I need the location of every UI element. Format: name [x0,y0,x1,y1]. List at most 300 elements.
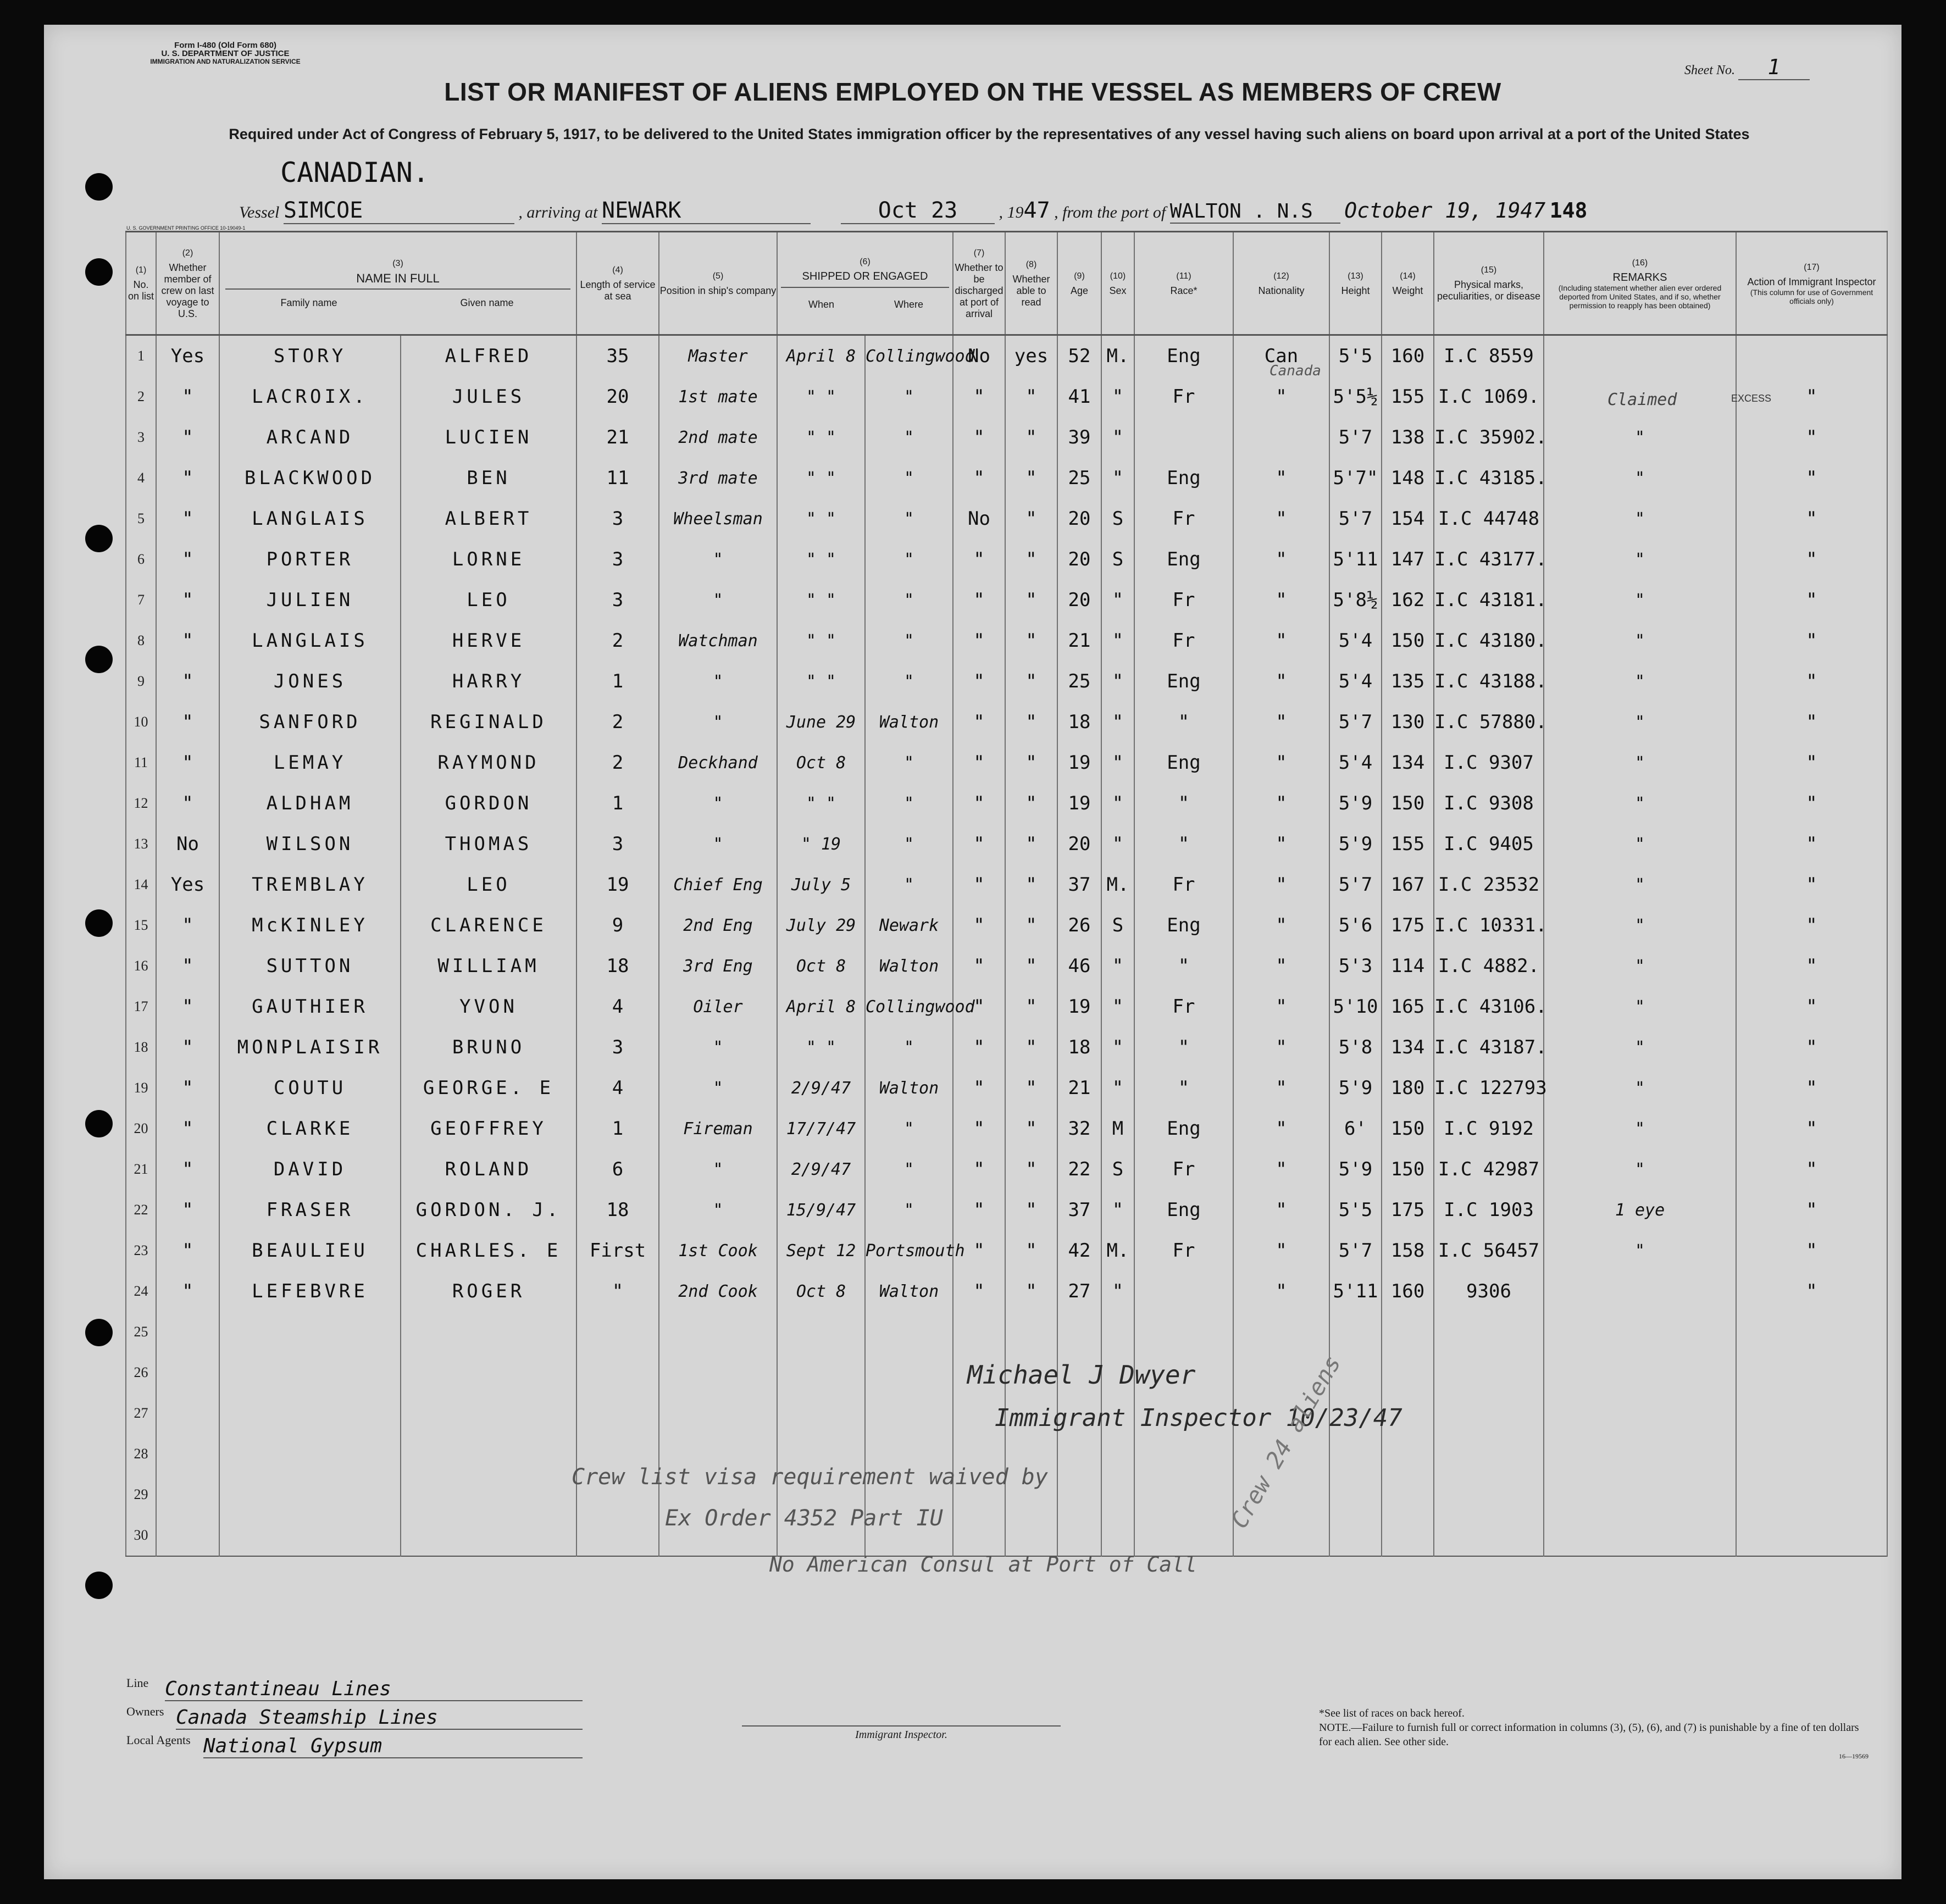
col-6-header: (6) SHIPPED OR ENGAGED When Where [777,232,953,335]
stamp-number: 148 [1549,198,1588,223]
cell-discharge: " [953,1027,1005,1068]
cell-last-voyage [156,1474,219,1515]
cell-age: 19 [1057,742,1101,783]
cell-race: Fr [1134,986,1233,1027]
cell-shipped-when [777,1393,865,1434]
cell-race: " [1134,824,1233,864]
cell-discharge: " [953,946,1005,986]
cell-age: 32 [1057,1108,1101,1149]
cell-race: Eng [1134,1190,1233,1230]
cell-able-to-read: " [1005,783,1057,824]
cell-last-voyage: " [156,946,219,986]
cell-given-name: THOMAS [401,824,576,864]
cell-weight: 155 [1382,824,1434,864]
cell-discharge: " [953,376,1005,417]
punch-hole [85,173,113,201]
cell-action: " [1736,539,1887,580]
cell-given-name: ALFRED [401,335,576,377]
cell-physical-marks [1434,1474,1544,1515]
table-row [126,905,1887,946]
row-number: 13 [126,824,156,864]
cell-physical-marks: I.C 57880. [1434,702,1544,742]
form-code: 16—19569 [1839,1752,1869,1760]
cell-position: Oiler [659,986,777,1027]
punch-hole [85,909,113,937]
cell-shipped-when: " " [777,1027,865,1068]
cell-given-name: HARRY [401,661,576,702]
cell-shipped-when: April 8 [777,986,865,1027]
cell-physical-marks: 9306 [1434,1271,1544,1312]
cell-discharge: " [953,1108,1005,1149]
cell-position: " [659,1149,777,1190]
cell-height: 5'9 [1329,1149,1382,1190]
cell-physical-marks: I.C 9405 [1434,824,1544,864]
table-row [126,783,1887,824]
cell-remarks: " [1544,620,1736,661]
cell-nationality: " [1233,742,1329,783]
table-row [126,580,1887,620]
cell-action [1736,1312,1887,1352]
cell-action: " [1736,376,1887,417]
cell-able-to-read: " [1005,458,1057,498]
cell-shipped-when: Oct 8 [777,946,865,986]
footer-notes [1319,1706,1869,1763]
cell-age [1057,1515,1101,1556]
cell-nationality: " [1233,1190,1329,1230]
cell-shipped-where: " [865,783,953,824]
cell-physical-marks: I.C 43187. [1434,1027,1544,1068]
cell-nationality: " [1233,458,1329,498]
cell-height: 5'6 [1329,905,1382,946]
cell-able-to-read: " [1005,702,1057,742]
cell-physical-marks: I.C 43180. [1434,620,1544,661]
cell-physical-marks: I.C 35902. [1434,417,1544,458]
col-8-header: (8) Whether able to read [1005,232,1057,335]
cell-last-voyage [156,1312,219,1352]
cell-action: " [1736,824,1887,864]
cell-discharge: " [953,539,1005,580]
cell-last-voyage: No [156,824,219,864]
cell-service-length: 21 [576,417,659,458]
cell-service-length: 4 [576,986,659,1027]
cell-physical-marks: I.C 9307 [1434,742,1544,783]
cell-service-length: 19 [576,864,659,905]
cell-sex: " [1101,946,1134,986]
cell-service-length: 3 [576,498,659,539]
cell-remarks: " [1544,986,1736,1027]
crew-note-line-3: No American Consul at Port of Call [769,1552,1197,1577]
cell-remarks: " [1544,864,1736,905]
cell-race: Fr [1134,864,1233,905]
cell-discharge: " [953,1230,1005,1271]
cell-service-length: 1 [576,661,659,702]
cell-action: " [1736,742,1887,783]
cell-remarks: " [1544,417,1736,458]
cell-height: 5'9 [1329,783,1382,824]
cell-shipped-when: " " [777,498,865,539]
cell-discharge: " [953,864,1005,905]
cell-height: 5'11 [1329,1271,1382,1312]
table-row [126,824,1887,864]
crew-table [125,231,1888,1557]
cell-last-voyage: " [156,1027,219,1068]
cell-given-name: BEN [401,458,576,498]
cell-sex: " [1101,1271,1134,1312]
cell-service-length: " [576,1271,659,1312]
cell-given-name: BRUNO [401,1027,576,1068]
cell-given-name: WILLIAM [401,946,576,986]
cell-race [1134,1474,1233,1515]
agents-label: Local Agents [126,1733,191,1747]
cell-nationality: " [1233,376,1329,417]
table-row [126,1149,1887,1190]
cell-last-voyage [156,1352,219,1393]
subtitle: Required under Act of Congress of February 5, 1917, to be delivered to the United States immigration officer by the representatives of any vessel having such aliens on board upon arrival at a port of the United States [229,126,1750,142]
cell-discharge: " [953,742,1005,783]
cell-family-name [219,1393,401,1434]
cell-given-name: ROGER [401,1271,576,1312]
cell-physical-marks: I.C 43106. [1434,986,1544,1027]
cell-shipped-when: " " [777,539,865,580]
cell-position: Master [659,335,777,377]
cell-given-name [401,1474,576,1515]
table-row [126,620,1887,661]
cell-remarks: " [1544,824,1736,864]
cell-weight: 180 [1382,1068,1434,1108]
cell-last-voyage [156,1515,219,1556]
line-row [126,1676,951,1705]
cell-family-name [219,1312,401,1352]
cell-race: Eng [1134,742,1233,783]
cell-shipped-where: " [865,1108,953,1149]
department: U. S. DEPARTMENT OF JUSTICE [161,49,290,58]
row-number: 28 [126,1434,156,1474]
cell-remarks: " [1544,742,1736,783]
cell-age: 21 [1057,1068,1101,1108]
cell-nationality: " [1233,1230,1329,1271]
cell-remarks [1544,1312,1736,1352]
cell-action: " [1736,702,1887,742]
cell-service-length: 3 [576,1027,659,1068]
cell-physical-marks [1434,1515,1544,1556]
cell-sex: " [1101,580,1134,620]
cell-height: 5'3 [1329,946,1382,986]
inspector-signature: Michael J Dwyer [967,1360,1196,1390]
cell-shipped-when: 2/9/47 [777,1149,865,1190]
cell-discharge: No [953,335,1005,377]
cell-last-voyage: " [156,498,219,539]
cell-weight [1382,1352,1434,1393]
row-number: 15 [126,905,156,946]
cell-height [1329,1434,1382,1474]
cell-able-to-read: " [1005,1230,1057,1271]
cell-age: 19 [1057,986,1101,1027]
cell-height: 5'8½ [1329,580,1382,620]
cell-physical-marks: I.C 44748 [1434,498,1544,539]
cell-service-length [576,1352,659,1393]
cell-remarks: " [1544,1230,1736,1271]
cell-remarks: " [1544,1027,1736,1068]
cell-physical-marks [1434,1312,1544,1352]
cell-age: 21 [1057,620,1101,661]
cell-shipped-where: Walton [865,1068,953,1108]
cell-last-voyage: " [156,458,219,498]
cell-position: " [659,1190,777,1230]
row-number: 12 [126,783,156,824]
cell-remarks: " [1544,1068,1736,1108]
row-number: 7 [126,580,156,620]
cell-age: 20 [1057,580,1101,620]
cell-nationality: " [1233,580,1329,620]
arrival-date: Oct 23 [841,198,995,224]
cell-last-voyage: " [156,742,219,783]
cell-weight: 148 [1382,458,1434,498]
cell-weight [1382,1515,1434,1556]
cell-height: 5'10 [1329,986,1382,1027]
cell-able-to-read: " [1005,1027,1057,1068]
cell-last-voyage: " [156,1149,219,1190]
cell-sex: " [1101,458,1134,498]
cell-physical-marks: I.C 43188. [1434,661,1544,702]
cell-action [1736,1352,1887,1393]
col-2-header: (2) Whether member of crew on last voyage to U.S. [156,232,219,335]
cell-position: 2nd Cook [659,1271,777,1312]
cell-position: Watchman [659,620,777,661]
cell-action: " [1736,498,1887,539]
cell-remarks [1544,335,1736,377]
punch-hole [85,1572,113,1599]
departure-date: October 19, 1947 [1344,198,1546,223]
cell-physical-marks [1434,1352,1544,1393]
cell-height [1329,1312,1382,1352]
cell-height: 5'5 [1329,1190,1382,1230]
cell-physical-marks: I.C 8559 [1434,335,1544,377]
cell-remarks: " [1544,905,1736,946]
cell-shipped-where: " [865,864,953,905]
cell-position: " [659,580,777,620]
cell-last-voyage: " [156,1068,219,1108]
cell-remarks: " [1544,946,1736,986]
page-title: LIST OR MANIFEST OF ALIENS EMPLOYED ON THE VESSEL AS MEMBERS OF CREW [444,77,1501,106]
cell-weight: 154 [1382,498,1434,539]
cell-race [1134,1312,1233,1352]
sheet-label: Sheet No. [1684,63,1735,77]
cell-able-to-read: " [1005,620,1057,661]
cell-weight: 175 [1382,1190,1434,1230]
cell-given-name [401,1312,576,1352]
cell-action: " [1736,661,1887,702]
cell-last-voyage: " [156,702,219,742]
cell-able-to-read: " [1005,417,1057,458]
cell-sex: M. [1101,335,1134,377]
cell-given-name: YVON [401,986,576,1027]
cell-last-voyage [156,1434,219,1474]
col-4-header: (4) Length of service at sea [576,232,659,335]
cell-position: " [659,1068,777,1108]
table-row [126,661,1887,702]
cell-shipped-where: " [865,539,953,580]
cell-service-length: 18 [576,1190,659,1230]
cell-shipped-where: " [865,742,953,783]
cell-able-to-read: " [1005,742,1057,783]
row-number: 18 [126,1027,156,1068]
cell-position: 2nd mate [659,417,777,458]
cell-able-to-read: " [1005,986,1057,1027]
cell-discharge: " [953,783,1005,824]
cell-able-to-read: " [1005,1149,1057,1190]
punch-hole [85,1110,113,1137]
cell-able-to-read: " [1005,1190,1057,1230]
row-number: 9 [126,661,156,702]
cell-nationality: " [1233,824,1329,864]
cell-service-length: 2 [576,620,659,661]
cell-age: 25 [1057,661,1101,702]
cell-physical-marks [1434,1393,1544,1434]
row-number: 11 [126,742,156,783]
cell-family-name: JULIEN [219,580,401,620]
table-header-row [126,232,1887,335]
cell-discharge: " [953,986,1005,1027]
cell-last-voyage: " [156,417,219,458]
cell-age: 26 [1057,905,1101,946]
cell-position: " [659,539,777,580]
cell-family-name: DAVID [219,1149,401,1190]
cell-family-name: LANGLAIS [219,498,401,539]
table-row [126,1027,1887,1068]
cell-service-length: 3 [576,824,659,864]
cell-action: " [1736,905,1887,946]
cell-given-name: CLARENCE [401,905,576,946]
crew-count-note: Crew 24 aliens [1226,1351,1346,1533]
cell-position: 1st Cook [659,1230,777,1271]
row-number: 5 [126,498,156,539]
cell-physical-marks: I.C 43185. [1434,458,1544,498]
table-row [126,1515,1887,1556]
cell-action [1736,1434,1887,1474]
cell-last-voyage: " [156,905,219,946]
cell-given-name: RAYMOND [401,742,576,783]
cell-service-length: First [576,1230,659,1271]
cell-action: " [1736,580,1887,620]
cell-race: Eng [1134,539,1233,580]
cell-physical-marks: I.C 43181. [1434,580,1544,620]
cell-physical-marks [1434,1434,1544,1474]
cell-nationality: " [1233,1027,1329,1068]
cell-discharge: " [953,702,1005,742]
cell-nationality: " [1233,946,1329,986]
cell-race: " [1134,946,1233,986]
row-number: 24 [126,1271,156,1312]
cell-able-to-read [1005,1515,1057,1556]
cell-given-name: LEO [401,580,576,620]
cell-last-voyage: " [156,620,219,661]
col-12-header: (12) Nationality [1233,232,1329,335]
cell-sex: " [1101,783,1134,824]
row-number: 17 [126,986,156,1027]
cell-physical-marks: I.C 9308 [1434,783,1544,824]
table-row [126,1190,1887,1230]
cell-position: " [659,661,777,702]
cell-shipped-where [865,1352,953,1393]
cell-shipped-when: " " [777,783,865,824]
col-13-header: (13) Height [1329,232,1382,335]
row-number: 4 [126,458,156,498]
crew-note-line-1: Crew list visa requirement waived by [572,1464,1048,1490]
cell-height: 5'5 [1329,335,1382,377]
cell-age: 22 [1057,1149,1101,1190]
cell-sex: " [1101,1027,1134,1068]
cell-able-to-read: " [1005,661,1057,702]
cell-discharge [953,1515,1005,1556]
table-row [126,498,1887,539]
table-row [126,417,1887,458]
cell-weight: 158 [1382,1230,1434,1271]
cell-sex: " [1101,742,1134,783]
fine-note: NOTE.—Failure to furnish full or correct information in columns (3), (5), (6), and (7) is punishable by a fine of ten dollars for each alien. See other side. [1319,1722,1859,1748]
cell-remarks: " [1544,539,1736,580]
col-9-header: (9) Age [1057,232,1101,335]
cell-race: " [1134,702,1233,742]
nationality-annotation: Canada [1269,363,1321,379]
cell-race: Eng [1134,458,1233,498]
cell-shipped-when: " " [777,417,865,458]
footer-block [126,1676,951,1762]
row-number: 14 [126,864,156,905]
cell-height: 5'7" [1329,458,1382,498]
cell-nationality: " [1233,620,1329,661]
cell-sex: " [1101,702,1134,742]
action-stamp: EXCESS [1731,393,1772,404]
cell-last-voyage [156,1393,219,1434]
cell-given-name: GEOFFREY [401,1108,576,1149]
cell-last-voyage: " [156,1190,219,1230]
cell-shipped-where: " [865,1190,953,1230]
table-row [126,539,1887,580]
cell-weight: 150 [1382,1149,1434,1190]
cell-nationality [1233,1312,1329,1352]
cell-sex: " [1101,986,1134,1027]
cell-given-name: CHARLES. E [401,1230,576,1271]
cell-shipped-where: " [865,661,953,702]
cell-nationality: Can [1233,335,1329,377]
cell-race: Eng [1134,905,1233,946]
table-row [126,1312,1887,1352]
cell-family-name: BEAULIEU [219,1230,401,1271]
cell-shipped-where [865,1312,953,1352]
cell-given-name: ALBERT [401,498,576,539]
cell-weight [1382,1474,1434,1515]
cell-last-voyage: " [156,1108,219,1149]
cell-family-name: BLACKWOOD [219,458,401,498]
cell-physical-marks: I.C 122793 [1434,1068,1544,1108]
cell-discharge: " [953,1271,1005,1312]
cell-nationality: " [1233,1108,1329,1149]
cell-nationality: " [1233,783,1329,824]
inspector-label: Immigrant Inspector. [742,1725,1061,1741]
cell-sex: S [1101,905,1134,946]
cell-sex [1101,1515,1134,1556]
cell-position: Deckhand [659,742,777,783]
cell-nationality: " [1233,1271,1329,1312]
cell-able-to-read: " [1005,946,1057,986]
row-number: 26 [126,1352,156,1393]
cell-shipped-when [777,1312,865,1352]
cell-age [1057,1434,1101,1474]
cell-height: 5'7 [1329,1230,1382,1271]
cell-family-name [219,1352,401,1393]
table-row [126,1068,1887,1108]
cell-remarks [1544,1474,1736,1515]
